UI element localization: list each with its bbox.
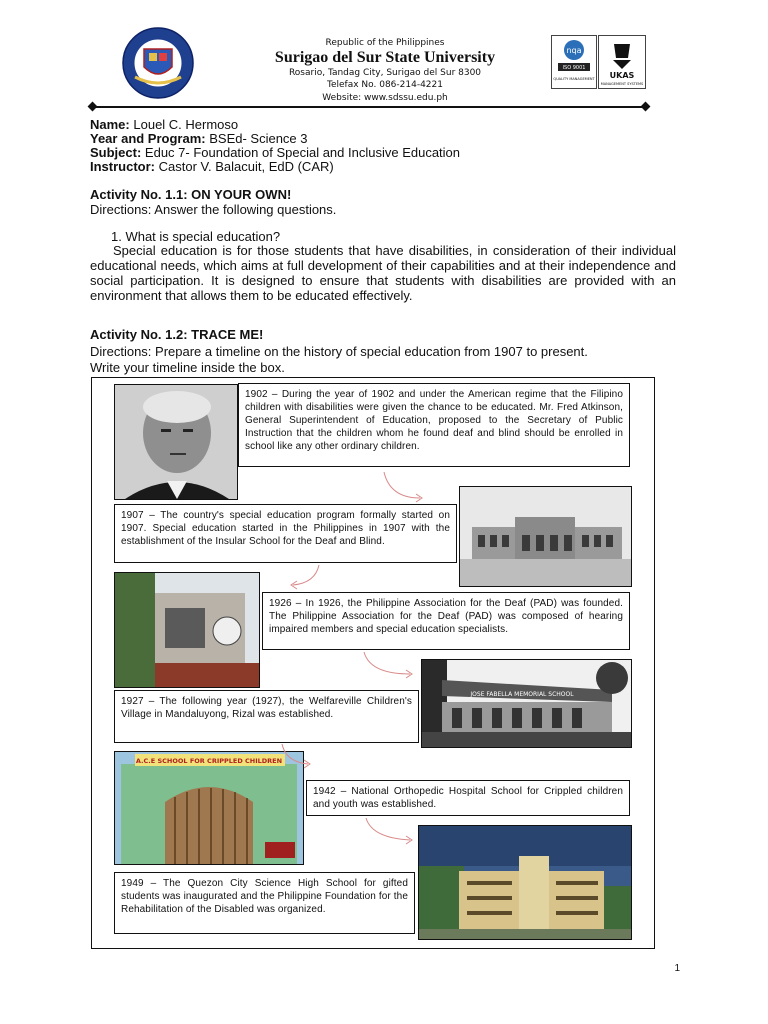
subject-value: Educ 7- Foundation of Special and Inclusive Education <box>144 145 461 160</box>
activity1-question: 1. What is special education? <box>111 229 281 244</box>
cert2-label: UKAS <box>609 71 635 80</box>
timeline-entry-1949: 1949 – The Quezon City Science High School for gifted students was inaugurated and the Philippine Foundation for the Rehabilitation of the Disabled was organized. <box>114 872 415 934</box>
divider-left-diamond <box>88 102 98 112</box>
ukas-certification-logo <box>598 35 646 89</box>
university-telefax: Telefax No. 086-214-4221 <box>327 80 443 90</box>
cert2-caption: MANAGEMENT SYSTEMS <box>600 82 644 86</box>
instructor-line <box>90 159 334 174</box>
year-line <box>90 131 308 146</box>
subject-label: Subject: <box>90 145 142 160</box>
photo-welfareville-school <box>421 659 632 748</box>
orthopedic-sign: A.C.E SCHOOL FOR CRIPPLED CHILDREN <box>135 757 283 765</box>
header-divider <box>92 106 646 108</box>
year-label: Year and Program: <box>90 131 206 146</box>
student-name: Louel C. Hermoso <box>133 117 239 132</box>
cert1-sub: ISO 9001 <box>562 65 586 71</box>
year-program: BSEd- Science 3 <box>209 131 308 146</box>
university-seal <box>113 27 203 99</box>
iso-certification-logo <box>551 35 597 89</box>
activity2-directions-2: Write your timeline inside the box. <box>90 360 285 375</box>
instructor-label: Instructor: <box>90 159 155 174</box>
university-website: Website: www.sdssu.edu.ph <box>322 93 448 103</box>
arrow-1927-1942 <box>278 742 318 772</box>
timeline-entry-1902: 1902 – During the year of 1902 and under the American regime that the Filipino children with disabilities were given the chance to be educated. Mr. Fred Atkinson, General Superintendent of Education, proposed to the Secretary of Public Instruction that the children whom he found deaf and blind should be enrolled in school like any other ordinary children. <box>238 383 630 467</box>
timeline-entry-1907: 1907 – The country's special education program formally started on 1907. Special education started in the Philippines in 1907 with the establishment of the Insular School for the Deaf and Blind. <box>114 504 457 563</box>
photo-insular-school <box>459 486 632 587</box>
photo-qc-science-high-school <box>418 825 632 940</box>
activity2-directions-1: Directions: Prepare a timeline on the history of special education from 1907 to present. <box>90 344 588 359</box>
university-name: Surigao del Sur State University <box>274 49 496 66</box>
subject-line <box>90 145 460 160</box>
timeline-entry-1927: 1927 – The following year (1927), the Welfareville Children's Village in Mandaluyong, Rizal was established. <box>114 690 419 743</box>
photo-atkinson-portrait <box>114 384 238 500</box>
activity1-directions: Directions: Answer the following questions. <box>90 202 337 217</box>
name-label: Name: <box>90 117 130 132</box>
activity2-title: Activity No. 1.2: TRACE ME! <box>90 327 264 342</box>
divider-right-diamond <box>641 102 651 112</box>
university-address: Rosario, Tandag City, Surigao del Sur 8300 <box>288 68 482 78</box>
cert1-label: nqa <box>566 46 582 55</box>
name-line <box>90 117 238 132</box>
activity1-title: Activity No. 1.1: ON YOUR OWN! <box>90 187 292 202</box>
cert1-caption: QUALITY MANAGEMENT <box>553 77 595 81</box>
arrow-1926-1927 <box>360 650 420 680</box>
timeline-entry-1942: 1942 – National Orthopedic Hospital School for Crippled children and youth was established. <box>306 780 630 816</box>
photo-orthopedic-school <box>114 751 304 865</box>
republic-line: Republic of the Philippines <box>325 38 445 48</box>
fabella-sign: JOSE FABELLA MEMORIAL SCHOOL <box>470 691 574 698</box>
photo-pad-building <box>114 572 260 688</box>
arrow-1907-1926 <box>285 563 325 593</box>
arrow-1902-1907 <box>380 468 440 508</box>
instructor-value: Castor V. Balacuit, EdD (CAR) <box>158 159 334 174</box>
arrow-1942-1949 <box>362 816 422 846</box>
timeline-entry-1926: 1926 – In 1926, the Philippine Association for the Deaf (PAD) was founded. The Philippine Association for the Deaf (PAD) was composed of hearing impaired members and special education specialists. <box>262 592 630 650</box>
activity1-answer: Special education is for those students that have disabilities, in consideration of their individual educational needs, which aims at full development of their capabilities and at their independence and social participation. It is designed to ensure that students with disabilities are provided with an environment that allows them to be educated effectively. <box>90 243 676 303</box>
page-number: 1 <box>674 963 680 974</box>
